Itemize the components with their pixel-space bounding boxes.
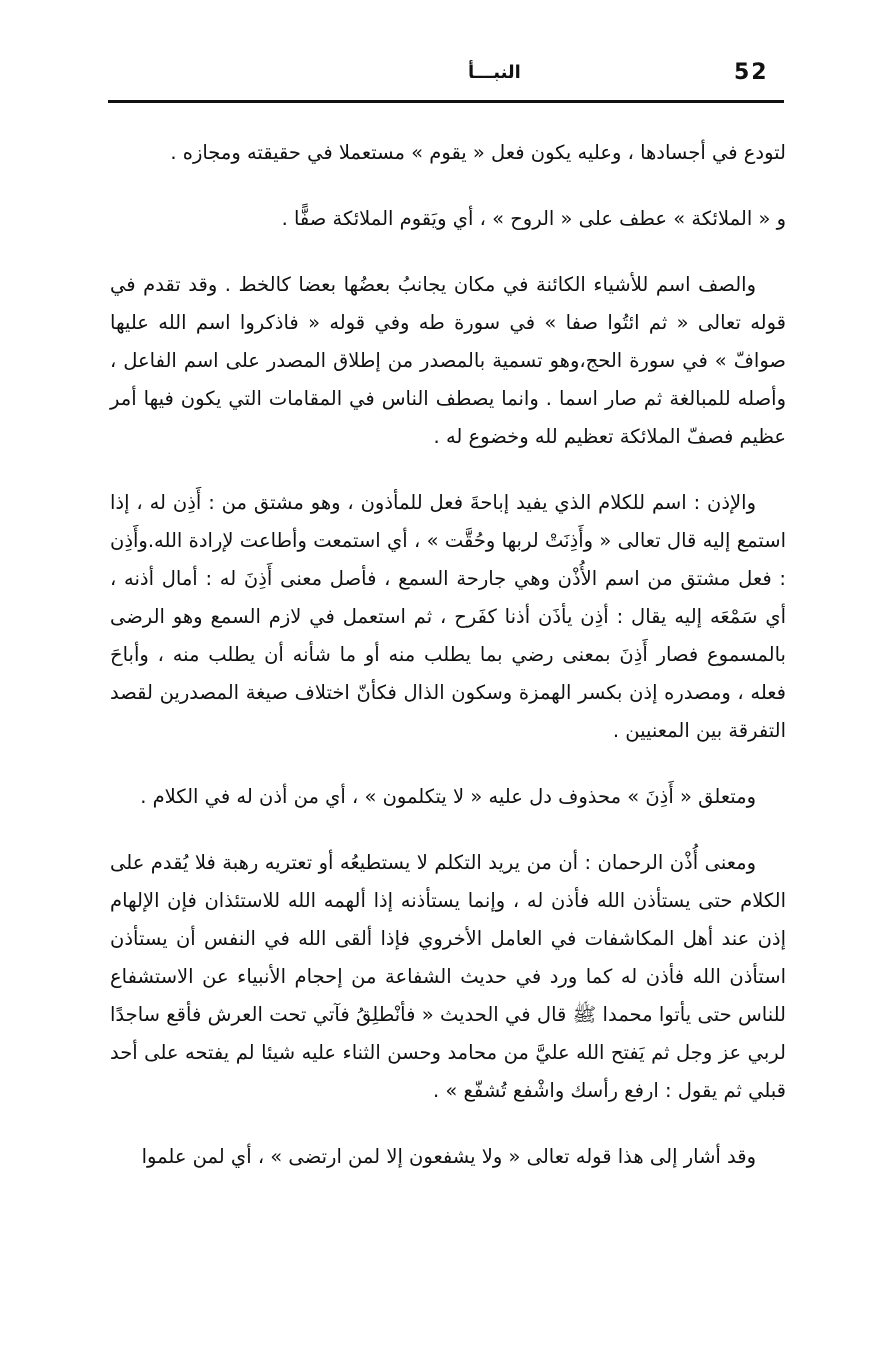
- header-rule: [108, 100, 784, 103]
- paragraph-3: والصف اسم للأشياء الكائنة في مكان يجانبُ بعضُها بعضا كالخط . وقد تقدم في قوله تعالى « ثم ائتُوا صفا » في سورة طه وفي قوله « فاذكروا اسم الله عليها صوافّ » في سورة الحج،وهو تسمية بالمصدر من إطلاق المصدر على اسم الفاعل ، وأصله للمبالغة ثم صار اسما . وانما يصطف الناس في المقامات التي يكون فيها أمر عظيم فصفّ الملائكة تعظيم لله وخضوع له .: [110, 273, 786, 448]
- paragraph-7: وقد أشار إلى هذا قوله تعالى « ولا يشفعون إلا لمن ارتضى » ، أي لمن علموا: [141, 1145, 756, 1168]
- body-text: [110, 134, 786, 1198]
- page-number: 52: [734, 60, 769, 85]
- paragraph-2: و « الملائكة » عطف على « الروح » ، أي ويَقوم الملائكة صفًّا .: [281, 207, 786, 230]
- paragraph-5: ومتعلق « أَذِنَ » محذوف دل عليه « لا يتكلمون » ، أي من أذن له في الكلام .: [140, 785, 756, 808]
- paragraph-6: ومعنى أُذْن الرحمان : أن من يريد التكلم لا يستطيعُه أو تعتريه رهبة فلا يُقدم على الكلام حتى يستأذن الله فأذن له ، وإنما يستأذنه إذا ألهمه الله للاستئذان فإن الإلهام إذن عند أهل المكاشفات في العامل الأخروي فإذا ألقى الله في النفس أن يستأذن استأذن الله فأذن له كما ورد في حديث الشفاعة من إحجام الأنبياء عن الاستشفاع للناس حتى يأتوا محمدا ﷺ قال في الحديث « فأنْطلِقُ فآتي تحت العرش فأقع ساجدًا لربي عز وجل ثم يَفتح الله عليَّ من محامد وحسن الثناء عليه شيئا لم يفتحه على أحد قبلي ثم يقول : ارفع رأسك واشْفع تُشفّع » .: [110, 851, 786, 1102]
- paragraph-4: والإذن : اسم للكلام الذي يفيد إباحةَ فعل للمأذون ، وهو مشتق من : أَذِن له ، إذا استمع إليه قال تعالى « وأَذِنَتْ لربها وحُقَّت » ، أي استمعت وأطاعت لإرادة الله.وأَذِن : فعل مشتق من اسم الأُذْن وهي جارحة السمع ، فأصل معنى أَذِنَ له : أمال أذنه ، أي سَمْعَه إليه يقال : أذِن يأذَن أذنا كفَرح ، ثم استعمل في لازم السمع وهو الرضى بالمسموع فصار أَذِنَ بمعنى رضي بما يطلب منه أو ما شأنه أن يطلب منه ، وأباحَ فعله ، ومصدره إذن بكسر الهمزة وسكون الذال فكأنّ اختلاف صيغة المصدرين لقصد التفرقة بين المعنيين .: [110, 491, 786, 742]
- page-header: [108, 56, 784, 100]
- paragraph-1: لتودع في أجسادها ، وعليه يكون فعل « يقوم » مستعملا في حقيقته ومجازه .: [170, 141, 786, 164]
- running-title: النبـــأ: [468, 62, 521, 83]
